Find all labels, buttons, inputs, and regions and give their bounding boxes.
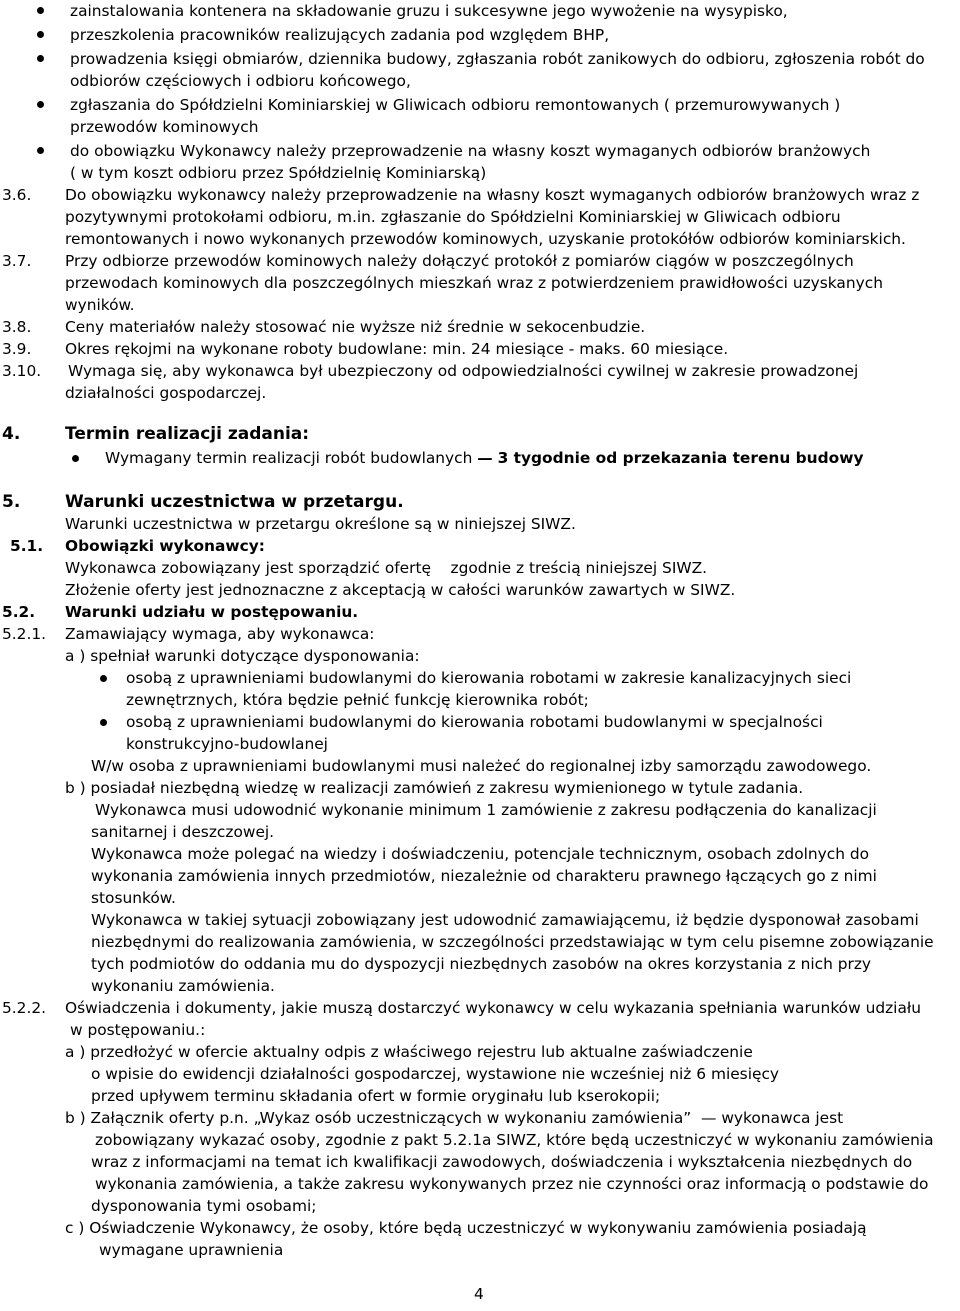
- section-text: wykonania zamówienia innych przedmiotów, niezależnie od charakteru prawnego łączących go z nimi: [91, 867, 877, 885]
- section-text: sanitarnej i deszczowej.: [91, 823, 275, 841]
- section-number: 4.: [2, 424, 21, 444]
- section-text: W/w osoba z uprawnieniami budowlanymi musi należeć do regionalnej izby samorządu zawodowego.: [91, 757, 872, 775]
- point-text: remontowanych i nowo wykonanych przewodów kominowych, uzyskanie protokółów odbiorów kominiarskich.: [65, 230, 906, 248]
- section-text: Warunki uczestnictwa w przetargu określone są w niniejszej SIWZ.: [65, 515, 576, 533]
- deadline-value: 3 tygodnie od przekazania terenu budowy: [497, 449, 864, 467]
- bullet-text: zewnętrznych, która będzie pełnić funkcję kierownika robót;: [126, 691, 589, 709]
- bullet-text: przewodów kominowych: [70, 118, 259, 136]
- section-text: Wykonawca zobowiązany jest sporządzić ofertę zgodnie z treścią niniejszej SIWZ.: [65, 559, 708, 577]
- section-title: Termin realizacji zadania:: [65, 424, 310, 444]
- point-text: pozytywnymi protokołami odbioru, m.in. zgłaszanie do Spółdzielni Kominiarskiej w Gliwicach odbioru: [65, 208, 841, 226]
- bullet-text: ( w tym koszt odbioru przez Spółdzielnię Kominiarską): [70, 164, 487, 182]
- section-title: Warunki udziału w postępowaniu.: [65, 603, 359, 621]
- bullet-icon: [100, 675, 107, 682]
- section-number: 5.2.: [2, 603, 36, 621]
- list-item: wymagane uprawnienia: [99, 1241, 284, 1259]
- bullet-text: zgłaszania do Spółdzielni Kominiarskiej w Gliwicach odbioru remontowanych ( przemurowywanych ): [70, 96, 841, 114]
- bullet-icon: [37, 55, 44, 62]
- point-number: 3.7.: [2, 252, 32, 270]
- point-number: 3.6.: [2, 186, 32, 204]
- bullet-text: osobą z uprawnieniami budowlanymi do kierowania robotami w zakresie kanalizacyjnych sieci: [126, 669, 852, 687]
- bullet-icon: [37, 31, 44, 38]
- bullet-text: prowadzenia księgi obmiarów, dziennika budowy, zgłaszania robót zanikowych do odbioru, zgłoszenia robót do: [70, 50, 925, 68]
- section-number: 5.: [2, 492, 21, 512]
- section-text: wykonaniu zamówienia.: [91, 977, 275, 995]
- section-text: Oświadczenia i dokumenty, jakie muszą dostarczyć wykonawcy w celu wykazania spełniania warunków udziału: [65, 999, 922, 1017]
- section-text: Zamawiający wymaga, aby wykonawca:: [65, 625, 375, 643]
- point-text: przewodach kominowych dla poszczególnych mieszkań wraz z potwierdzeniem prawidłowości uzyskanych: [65, 274, 883, 292]
- point-number: 3.8.: [2, 318, 32, 336]
- point-text: Przy odbiorze przewodów kominowych należy dołączyć protokół z pomiarów ciągów w poszczególnych: [65, 252, 854, 270]
- section-number: 5.2.1.: [2, 625, 47, 643]
- bullet-text: zainstalowania kontenera na składowanie gruzu i sukcesywne jego wywożenie na wysypisko,: [70, 2, 788, 20]
- section-text: Złożenie oferty jest jednoznaczne z akceptacją w całości warunków zawartych w SIWZ.: [65, 581, 736, 599]
- section-text: tych podmiotów do oddania mu do dyspozycji niezbędnych zasobów na okres korzystania z nich przy: [91, 955, 871, 973]
- list-item: b ) Załącznik oferty p.n. „Wykaz osób uczestniczących w wykonaniu zamówienia” — wykonawca jest: [65, 1109, 844, 1127]
- section-number: 5.2.2.: [2, 999, 47, 1017]
- section-text: w postępowaniu.:: [70, 1021, 206, 1039]
- point-text: Okres rękojmi na wykonane roboty budowlane: min. 24 miesiące - maks. 60 miesiące.: [65, 340, 729, 358]
- list-item: a ) przedłożyć w ofercie aktualny odpis z właściwego rejestru lub aktualne zaświadczenie: [65, 1043, 753, 1061]
- point-text: Do obowiązku wykonawcy należy przeprowadzenie na własny koszt wymaganych odbiorów branżowych wraz z: [65, 186, 920, 204]
- list-item: c ) Oświadczenie Wykonawcy, że osoby, które będą uczestniczyć w wykonywaniu zamówienia posiadają: [65, 1219, 867, 1237]
- section-text: b ) posiadał niezbędną wiedzę w realizacji zamówień z zakresu wymienionego w tytule zadania.: [65, 779, 804, 797]
- list-item: dysponowania tymi osobami;: [91, 1197, 317, 1215]
- list-item: zobowiązany wykazać osoby, zgodnie z pakt 5.2.1a SIWZ, które będą uczestniczyć w wykonaniu zamówienia: [95, 1131, 934, 1149]
- bullet-icon: [100, 719, 107, 726]
- point-number: 3.10.: [2, 362, 42, 380]
- deadline-line: [105, 448, 863, 468]
- bullet-text: odbiorów częściowych i odbioru końcowego,: [70, 72, 411, 90]
- point-text: Ceny materiałów należy stosować nie wyższe niż średnie w sekocenbudzie.: [65, 318, 646, 336]
- list-item: o wpisie do ewidencji działalności gospodarczej, wystawione nie wcześniej niż 6 miesięcy: [91, 1065, 780, 1083]
- dash: —: [477, 449, 493, 467]
- section-title: Obowiązki wykonawcy:: [65, 537, 265, 555]
- point-text: wyników.: [65, 296, 135, 314]
- section-text: stosunków.: [91, 889, 176, 907]
- point-text: Wymaga się, aby wykonawca był ubezpieczony od odpowiedzialności cywilnej w zakresie prowadzonej: [68, 362, 859, 380]
- bullet-text: konstrukcyjno-budowlanej: [126, 735, 328, 753]
- section-title: Warunki uczestnictwa w przetargu.: [65, 492, 404, 512]
- section-text: Wykonawca w takiej sytuacji zobowiązany jest udowodnić zamawiającemu, iż będzie dysponował zasobami: [91, 911, 919, 929]
- section-text: niezbędnymi do realizowania zamówienia, w szczególności przedstawiając w tym celu pisemne zobowiązanie: [91, 933, 934, 951]
- list-item: wykonania zamówienia, a także zakresu wykonywanych przez nie czynności oraz informacją o podstawie do: [95, 1175, 929, 1193]
- point-text: działalności gospodarczej.: [65, 384, 267, 402]
- point-number: 3.9.: [2, 340, 32, 358]
- bullet-icon: [72, 455, 79, 462]
- deadline-text: Wymagany termin realizacji robót budowlanych: [105, 449, 473, 467]
- bullet-text: osobą z uprawnieniami budowlanymi do kierowania robotami budowlanymi w specjalności: [126, 713, 823, 731]
- section-text: Wykonawca może polegać na wiedzy i doświadczeniu, potencjale technicznym, osobach zdolnych do: [91, 845, 870, 863]
- bullet-icon: [37, 101, 44, 108]
- bullet-icon: [37, 7, 44, 14]
- page-number: 4: [474, 1285, 484, 1303]
- bullet-text: przeszkolenia pracowników realizujących zadania pod względem BHP,: [70, 26, 610, 44]
- list-item: przed upływem terminu składania ofert w formie oryginału lub kserokopii;: [91, 1087, 661, 1105]
- list-item: wraz z informacjami na temat ich kwalifikacji zawodowych, doświadczenia i wykształcenia niezbędnych do: [91, 1153, 913, 1171]
- section-text: Wykonawca musi udowodnić wykonanie minimum 1 zamówienie z zakresu podłączenia do kanalizacji: [95, 801, 877, 819]
- section-number: 5.1.: [10, 537, 44, 555]
- bullet-text: do obowiązku Wykonawcy należy przeprowadzenie na własny koszt wymaganych odbiorów branżowych: [70, 142, 871, 160]
- bullet-icon: [37, 147, 44, 154]
- section-text: a ) spełniał warunki dotyczące dysponowania:: [65, 647, 420, 665]
